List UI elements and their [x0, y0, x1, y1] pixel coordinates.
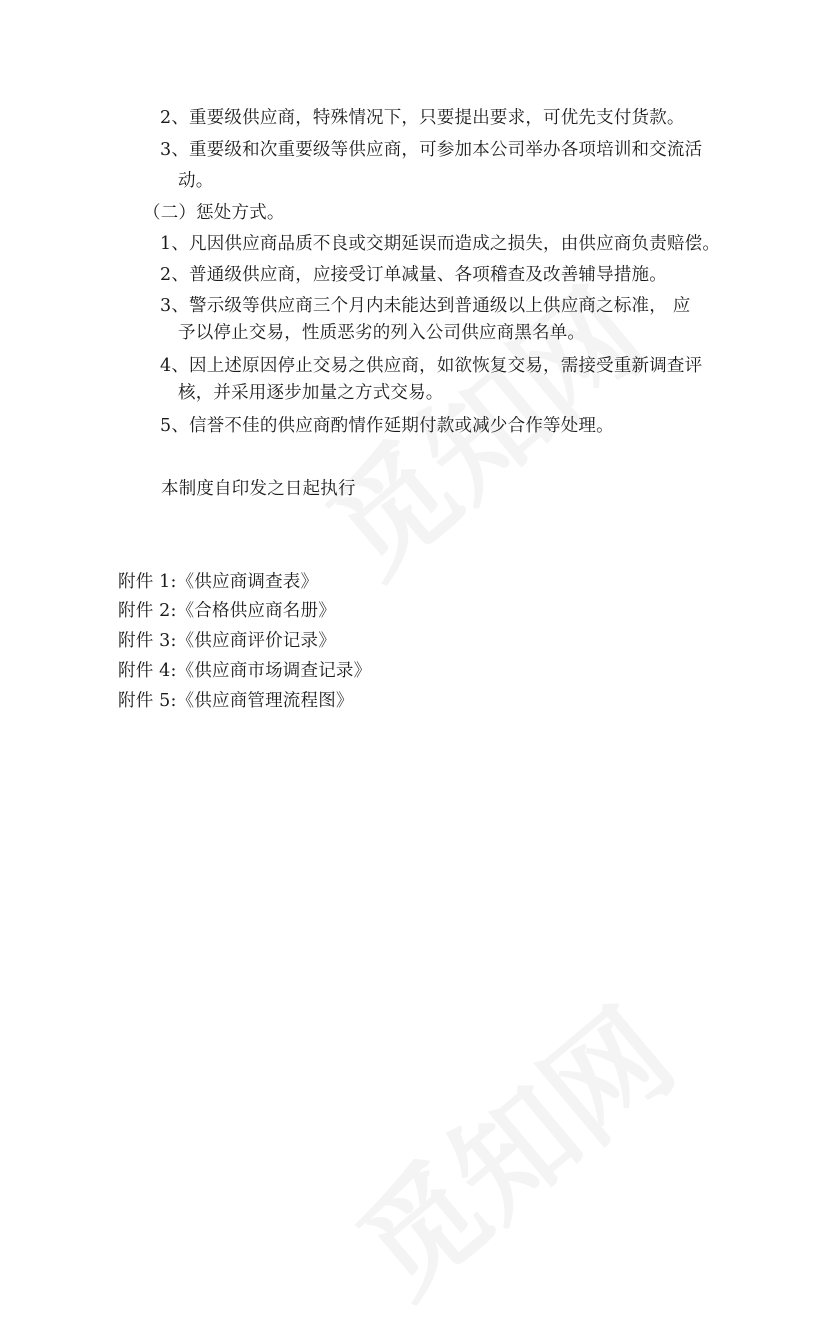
penalty-item-3-continuation: 予以停止交易，性质恶劣的列入公司供应商黑名单。 [178, 323, 586, 343]
attachment-item: 附件 5:《供应商管理流程图》 [118, 691, 354, 711]
attachment-item: 附件 2:《合格供应商名册》 [118, 601, 336, 621]
section-heading-penalty: （二）惩处方式。 [143, 203, 285, 223]
attachment-item: 附件 1:《供应商调查表》 [118, 572, 319, 592]
reward-item-3: 3、重要级和次重要级等供应商，可参加本公司举办各项培训和交流活 [160, 140, 703, 160]
attachment-item: 附件 3:《供应商评价记录》 [118, 631, 336, 651]
penalty-item-1: 1、凡因供应商品质不良或交期延误而造成之损失，由供应商负责赔偿。 [160, 234, 721, 254]
penalty-item-3: 3、警示级等供应商三个月内未能达到普通级以上供应商之标准， 应 [160, 296, 691, 316]
reward-item-3-continuation: 动。 [178, 171, 214, 191]
effective-statement: 本制度自印发之日起执行 [161, 479, 356, 499]
penalty-item-4-continuation: 核，并采用逐步加量之方式交易。 [178, 383, 444, 403]
reward-item-2: 2、重要级供应商，特殊情况下，只要提出要求，可优先支付货款。 [160, 108, 685, 128]
penalty-item-2: 2、普通级供应商，应接受订单减量、各项稽查及改善辅导措施。 [160, 265, 667, 285]
penalty-item-5: 5、信誉不佳的供应商酌情作延期付款或减少合作等处理。 [160, 416, 614, 436]
penalty-item-4: 4、因上述原因停止交易之供应商，如欲恢复交易，需接受重新调查评 [160, 356, 703, 376]
attachment-item: 附件 4:《供应商市场调查记录》 [118, 661, 372, 681]
watermark [317, 964, 703, 1327]
